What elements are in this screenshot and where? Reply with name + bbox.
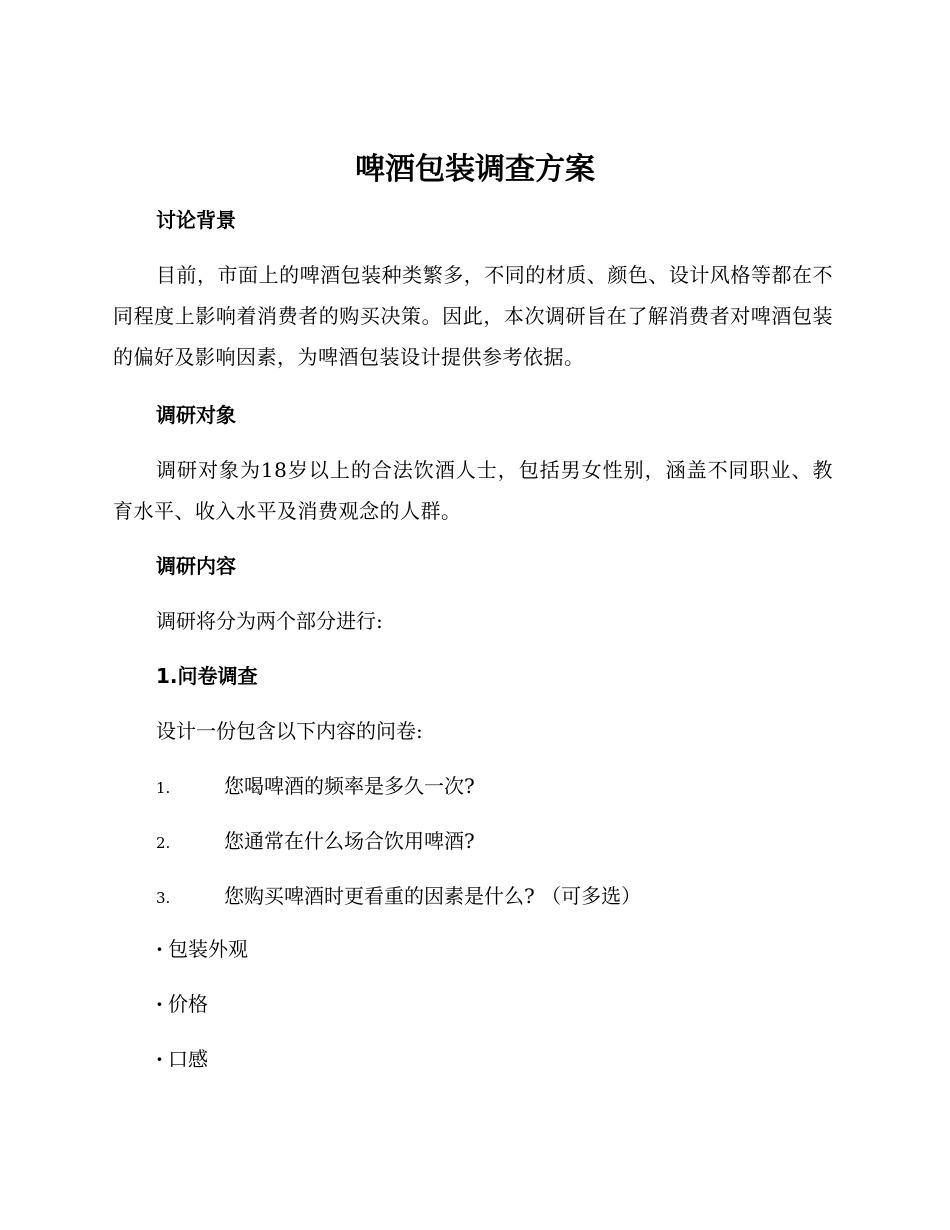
bullet-item-text: 口感 <box>168 1047 208 1071</box>
bullet-item-text: 包装外观 <box>168 937 248 961</box>
list-item-number: 1. <box>156 779 171 797</box>
list-item <box>156 826 475 858</box>
paragraph-questionnaire-intro: 设计一份包含以下内容的问卷: <box>156 719 423 743</box>
bullet-icon: · <box>156 1047 163 1071</box>
list-item-number: 2. <box>156 834 171 852</box>
bullet-item <box>156 989 208 1019</box>
bullet-item <box>156 934 248 964</box>
bullet-item <box>156 1044 208 1074</box>
section-heading-background: 讨论背景 <box>156 208 236 232</box>
paragraph-target: 调研对象为18岁以上的合法饮酒人士，包括男女性别，涵盖不同职业、教育水平、收入水平及消费观念的人群。 <box>113 458 833 523</box>
paragraph-content-intro: 调研将分为两个部分进行: <box>156 609 383 633</box>
list-item <box>156 881 641 913</box>
section-heading-questionnaire: 1.问卷调查 <box>156 664 258 688</box>
list-item-text: 您购买啤酒时更看重的因素是什么? （可多选） <box>224 884 642 908</box>
paragraph-background: 目前，市面上的啤酒包装种类繁多，不同的材质、颜色、设计风格等都在不同程度上影响着消费者的购买决策。因此，本次调研旨在了解消费者对啤酒包装的偏好及影响因素，为啤酒包装设计提供参考依据。 <box>113 263 833 369</box>
section-heading-content: 调研内容 <box>156 554 236 578</box>
list-item <box>156 771 475 803</box>
bullet-icon: · <box>156 992 163 1016</box>
list-item-text: 您喝啤酒的频率是多久一次? <box>224 774 475 798</box>
bullet-icon: · <box>156 937 163 961</box>
bullet-item-text: 价格 <box>168 992 208 1016</box>
list-item-text: 您通常在什么场合饮用啤酒? <box>224 829 475 853</box>
document-title: 啤酒包装调查方案 <box>355 152 595 187</box>
list-item-number: 3. <box>156 889 171 907</box>
section-heading-target: 调研对象 <box>156 403 236 427</box>
